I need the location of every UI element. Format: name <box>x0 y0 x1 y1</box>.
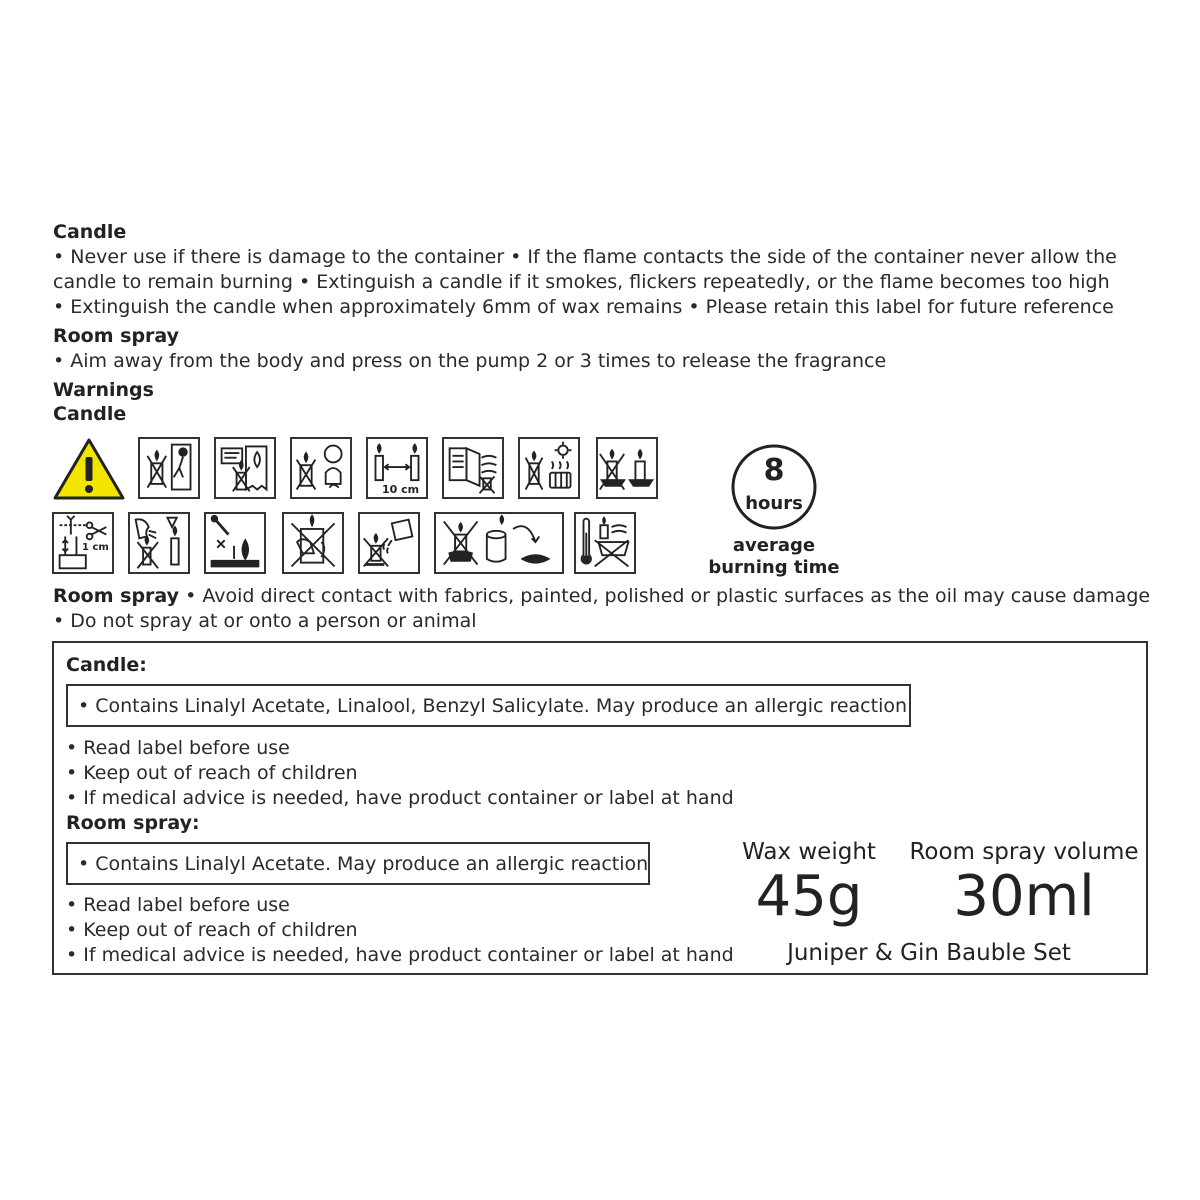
candle-instruction-line-2: candle to remain burning • Extinguish a candle if it smokes, flickers repeatedly, or the flame becomes too high <box>53 271 1110 293</box>
candle-safety-line-3: • If medical advice is needed, have product container or label at hand <box>66 787 734 809</box>
burn-time-caption-line-1: average <box>732 535 816 556</box>
spray-safety-line-3: • If medical advice is needed, have product container or label at hand <box>66 944 734 966</box>
trim-wick-icon <box>52 512 114 574</box>
trim-wick-length-label: 1 cm <box>82 542 109 553</box>
wax-weight-label: Wax weight <box>742 839 876 865</box>
spray-heading: Room spray <box>53 325 180 347</box>
do-not-blow-icon <box>128 512 190 574</box>
candle-spacing-icon <box>366 437 428 499</box>
heat-source-icon <box>518 437 580 499</box>
no-flammable-surface-icon <box>596 437 658 499</box>
burn-time-caption-line-2: burning time <box>708 557 840 578</box>
draught-icon <box>442 437 504 499</box>
candle-allergen-box <box>66 684 911 727</box>
no-tilt-icon <box>434 512 564 574</box>
warning-triangle-icon <box>52 437 126 501</box>
candle-instruction-line-1: • Never use if there is damage to the container • If the flame contacts the side of the container never allow the <box>53 246 1117 268</box>
box-spray-heading: Room spray: <box>66 812 200 834</box>
spray-volume-value: 30ml <box>953 864 1095 929</box>
no-debris-icon <box>204 512 266 574</box>
wax-weight-value: 45g <box>755 864 863 929</box>
warnings-heading: Warnings <box>53 379 154 401</box>
spray-warning-line-1 <box>53 584 1150 609</box>
no-water-icon <box>358 512 420 574</box>
flammable-materials-icon <box>214 437 276 499</box>
box-candle-heading: Candle: <box>66 654 147 676</box>
candle-instruction-line-3: • Extinguish the candle when approximately 6mm of wax remains • Please retain this label for future reference <box>53 296 1114 318</box>
candle-allergen-text: • Contains Linalyl Acetate, Linalool, Benzyl Salicylate. May produce an allergic reaction <box>78 695 908 717</box>
spray-safety-line-1: • Read label before use <box>66 894 290 916</box>
spacing-distance-label: 10 cm <box>382 483 420 496</box>
warnings-candle-subheading: Candle <box>53 403 127 425</box>
burn-time-circle <box>730 443 818 531</box>
spray-instruction-line: • Aim away from the body and press on the pump 2 or 3 times to release the fragrance <box>53 350 887 372</box>
temperature-icon <box>574 512 636 574</box>
unattended-candle-icon <box>138 437 200 499</box>
spray-warning-text: • Avoid direct contact with fabrics, painted, polished or plastic surfaces as the oil may cause damage <box>179 585 1151 607</box>
product-info-box <box>52 641 1148 975</box>
burn-time-hours-number: 8 <box>763 453 785 488</box>
burn-time-hours-unit: hours <box>745 493 803 514</box>
spray-safety-line-2: • Keep out of reach of children <box>66 919 358 941</box>
children-pets-icon <box>290 437 352 499</box>
spray-allergen-box <box>66 842 650 885</box>
candle-safety-line-2: • Keep out of reach of children <box>66 762 358 784</box>
spray-warning-line-2: • Do not spray at or onto a person or animal <box>53 610 477 632</box>
spray-warning-heading: Room spray <box>53 585 180 607</box>
spray-allergen-text: • Contains Linalyl Acetate. May produce an allergic reaction <box>78 853 649 875</box>
spray-volume-label: Room spray volume <box>909 839 1139 865</box>
candle-safety-line-1: • Read label before use <box>66 737 290 759</box>
do-not-move-icon <box>282 512 344 574</box>
candle-heading: Candle <box>53 221 127 243</box>
product-name: Juniper & Gin Bauble Set <box>787 940 1071 966</box>
